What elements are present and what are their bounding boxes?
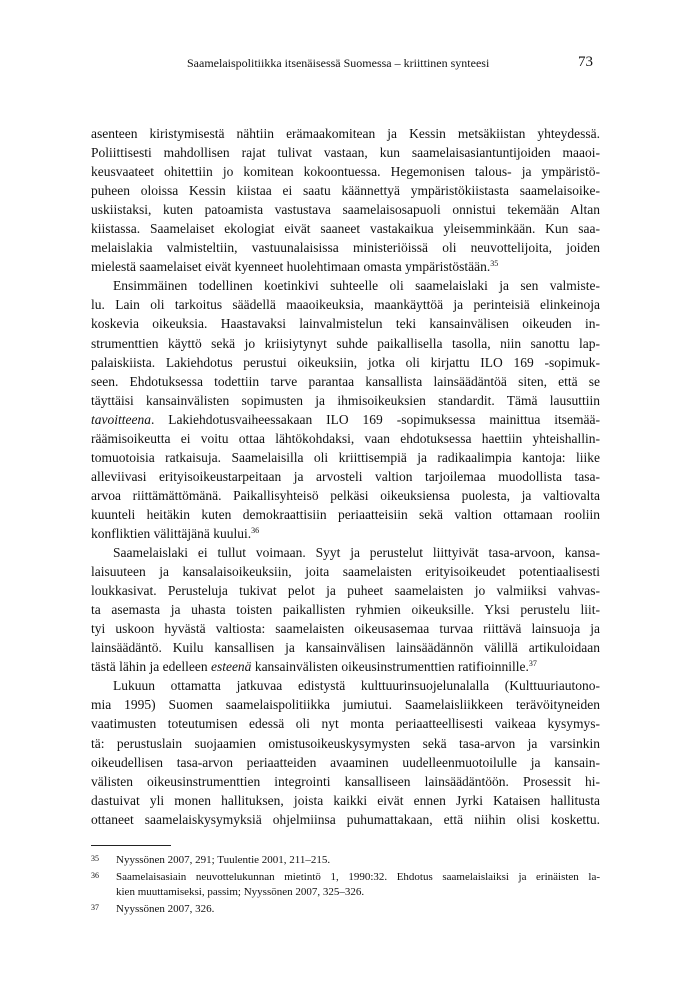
text-line: Saamelaislaki ei tullut voimaan. Syyt ja perustelut liittyivät tasa-arvoon, kansa- [113,545,600,561]
text-line: asenteen kiristymisestä nähtiin erämaakomitean ja Kessin metsäkiistan yhteydessä. [91,126,600,141]
text-line: palaiskiista. Lakiehdotus perustui oikeuksiin, jotka oli kirjattu ILO 169 -sopimuk- [91,354,600,370]
text-line [91,657,600,676]
text-line: loukkasivat. Perusteluja tukivat pelot ja puheet saamelaisten jo valmiiksi vahvas- [91,583,600,599]
text-line: melaislakia valmisteltiin, vastuunalaisissa ministeriöissä oli neuvottelijoita, joiden [91,240,600,256]
footnote-37 [91,902,600,917]
text-line: arvoa riittämättömänä. Paikallisyhteisö pelkäsi oikeuksiensa puolesta, ja valtiovalta [91,487,600,503]
text-line: laisuuteen ja kansalaisoikeuksiin, joita saamelaisten erityisoikeudet potentiaalisesti [91,564,600,580]
text-line [91,410,600,429]
text-line: välisten oikeusinstrumenttien integrointi kansalliseen lainsäädäntöön. Prosessit hi- [91,773,600,789]
text-line: strumenttien käyttö sekä jo kriisiytynyt suhde paikallisella tasolla, niin sanottu lap- [91,335,600,351]
text-line [91,524,600,543]
text-line: ta asemasta ja uhasta toisten paikallisten ryhmien oikeuksille. Yksi perustelu liit- [91,602,600,618]
text-line: ottaneet saamelaiskysymyksiä ohjelmiinsa puhumattakaan, että niihin olisi koskettu. [91,811,600,827]
text-line: lainsäädäntö. Kuilu kansallisen ja kansainvälisen lainsäädännön välillä artikuloidaan [91,640,600,656]
footnote-separator [91,845,171,846]
text-line: keusvaateet ohitettiin jo komitean kokoontuessa. Hegemonisen talous- ja ympäristö- [91,164,600,180]
text-line: tyi uskoon hyvästä valtiosta: saamelaisten oikeusasemaa turvaa riittävä lainsuoja ja [91,621,600,637]
text-line: seen. Ehdotuksessa todettiin tarve parantaa kansallista lainsäädäntöä siten, että se [91,373,600,389]
footnotes [91,853,600,919]
footnote-36 [91,870,600,900]
text-line: täyttäisi kansainvälisten sopimusten ja ihmisoikeuksien standardit. Tämä lausuttiin [91,392,600,408]
footnote-ref-35[interactable]: 35 [490,259,499,269]
page-number: 73 [578,54,593,70]
footnote-ref-36[interactable]: 36 [251,525,260,535]
text-run: kansainvälisten oikeusinstrumenttien ratifioinnille. [251,659,529,675]
text-line: Poliittisesti mahdollisen rajat tulivat vastaan, kun saamelaisasiantuntijoiden maaoi- [91,145,600,161]
footnote-text: kien muuttamiseksi, passim; Nyyssönen 2007, 325–326. [116,886,365,898]
text-line: vaatimusten toteutumisen edessä oli nyt monta periaatteellisesti vaikeaa kysymys- [91,716,600,732]
text-line: uskiistaksi, kuten patoamista vastustava saamelaisosapuoli onnistui tekemään Altan [91,202,600,218]
text-run: tästä lähin ja edelleen [91,659,211,675]
footnote-35 [91,853,600,868]
italic-term: tavoitteena [91,411,151,427]
text-line: alleviivasi erityisoikeustarpeitaan ja arvosteli valtion tarjoilemaa muodollista tasa- [91,468,600,484]
text-line: tä: perustuslain suojaamien omistusoikeuskysymysten sekä tasa-arvon ja varsinkin [91,735,600,751]
text-line: lu. Lain oli tarkoitus säädellä maaoikeuksia, maankäyttöä ja perinteisiä elinkeinoja [91,297,600,313]
text-line: mia 1995) Suomen saamelaispolitiikka jumiutui. Saamelaisliikkeen terävöityneiden [91,697,600,713]
paragraph-3 [91,543,600,676]
footnote-text: Nyyssönen 2007, 326. [116,903,215,915]
text-line: kiistassa. Saamelaiset ekologiat eivät saaneet vastakaikua yleisemminkään. Kun saa- [91,221,600,237]
paragraph-2 [91,276,600,543]
text-line: oikeudellisen tasa-arvon periaatteiden avaaminen uudelleenmuotoilulle ja kansain- [91,754,600,770]
footnote-text: Nyyssönen 2007, 291; Tuulentie 2001, 211–215. [116,854,331,866]
text-line: puheen oloissa Kessin kiistaa ei saatu käännettyä ympäristökiistasta saamelaisoike- [91,183,600,199]
footnote-number: 36 [91,871,99,880]
text-line: tomuotoisia ratkaisuja. Saamelaisilla oli kriittisempiä ja radikaalimpia kantoja: liike [91,449,600,465]
text-run: . Lakiehdotusvaiheessakaan ILO 169 -sopimuksessa mainittua itsemää- [150,411,600,427]
footnote-ref-37[interactable]: 37 [528,659,537,669]
paragraph-4 [91,676,600,828]
text-run: mielestä saamelaiset eivät kyenneet huolehtimaan omasta ympäristöstään. [91,259,491,275]
running-title: Saamelaispolitiikka itsenäisessä Suomessa – kriittinen synteesi [187,56,490,70]
text-line: koskevia oikeuksia. Haastavaksi lainvalmistelun teki kansainvälisen oikeuden in- [91,316,600,332]
text-line: dastuivat yli monen hallituksen, joista kaikki eivät ennen Jyrki Kataisen hallitusta [91,792,600,808]
footnote-text: Saamelaisasiain neuvottelukunnan mietintö 1, 1990:32. Ehdotus saamelaislaiksi ja erinäisten la- [116,871,600,883]
italic-term: esteenä [210,659,252,675]
text-line: Lukuun ottamatta jatkuvaa edistystä kulttuurinsuojelunalalla (Kulttuuriautono- [113,678,600,694]
text-line: kuunteli heitäkin kuten demokraattisiin periaatteisiin sekä valtion ottamaan rooliin [91,506,600,522]
text-run: konfliktien välittäjänä kuului. [91,525,252,541]
paragraph-1 [91,124,600,276]
footnote-number: 37 [91,903,99,912]
running-header [0,54,692,72]
body-text [91,124,600,829]
footnote-number: 35 [91,854,99,863]
text-line: Ensimmäinen todellinen koetinkivi suhteelle oli saamelaislaki ja sen valmiste- [113,278,600,294]
text-line: räämisoikeutta ei voitu ottaa lähtökohdaksi, vaan ehdotuksessa haettiin yhteishallin- [91,430,600,446]
text-line [91,257,600,276]
